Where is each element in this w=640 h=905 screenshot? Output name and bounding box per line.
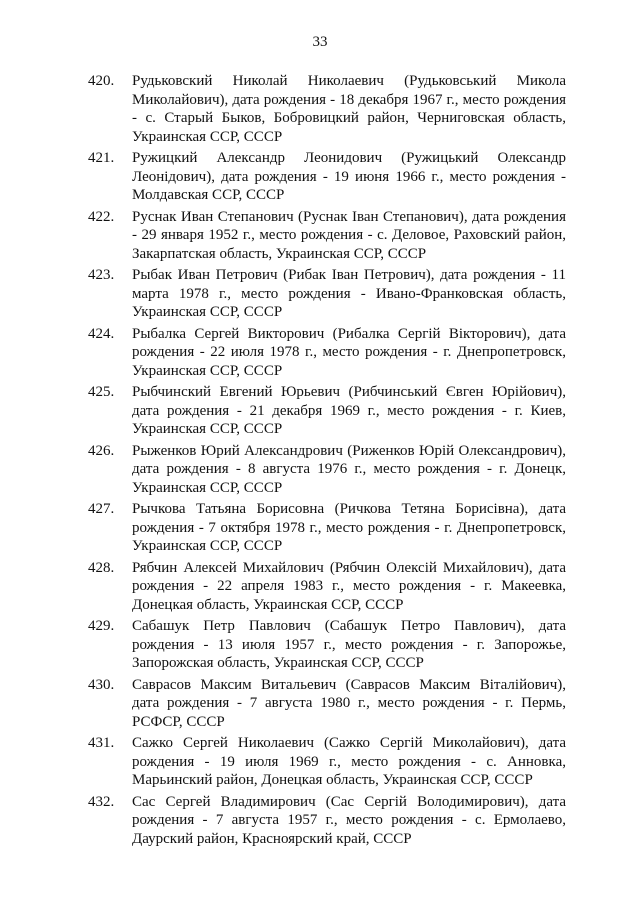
- entry-number: 420.: [88, 73, 115, 89]
- entry-text: Рябчин Алексей Михайлович (Рябчин Олексій Михайлович), дата рождения - 22 апреля 1983 г., место рождения - г. Макеевка, Донецкая область, Украинская ССР, СССР: [132, 559, 566, 613]
- list-item: [88, 617, 566, 673]
- entry-text: Рыбчинский Евгений Юрьевич (Рибчинський Євген Юрійович), дата рождения - 21 декабря 1969 г., место рождения - г. Киев, Украинская ССР, СССР: [132, 384, 566, 437]
- entry-text: Сабашук Петр Павлович (Сабашук Петро Павлович), дата рождения - 13 июля 1957 г., место рождения - г. Запорожье, Запорожская область, Украинская ССР, СССР: [132, 618, 566, 671]
- entry-number: 423.: [88, 267, 115, 283]
- entry-number: 421.: [88, 150, 115, 166]
- entry-list: [88, 72, 566, 851]
- list-item: [88, 208, 566, 264]
- entry-number: 432.: [88, 793, 115, 810]
- entry-number: 430.: [88, 676, 115, 693]
- entry-text: Рычкова Татьяна Борисовна (Ричкова Тетяна Борисівна), дата рождения - 7 октября 1978 г., место рождения - г. Днепропетровск, Украинская ССР, СССР: [132, 501, 566, 554]
- entry-number: 425.: [88, 384, 115, 400]
- list-item: [88, 72, 566, 146]
- list-item: [88, 442, 566, 498]
- list-item: [88, 149, 566, 205]
- list-item: [88, 676, 566, 732]
- entry-text: Рыженков Юрий Александрович (Риженков Юрій Олександрович), дата рождения - 8 августа 1976 г., место рождения - г. Донецк, Украинская ССР, СССР: [132, 442, 566, 496]
- entry-text: Ружицкий Александр Леонидович (Ружицький Олександр Леонідович), дата рождения - 19 июня 1966 г., место рождения - Молдавская ССР, СССР: [132, 150, 566, 203]
- entry-number: 424.: [88, 325, 115, 342]
- list-item: [88, 793, 566, 849]
- entry-number: 429.: [88, 618, 115, 634]
- entry-number: 426.: [88, 442, 115, 459]
- page-number: 33: [312, 34, 328, 50]
- entry-text: Сажко Сергей Николаевич (Сажко Сергій Миколайович), дата рождения - 19 июля 1969 г., место рождения - с. Анновка, Марьинский район, Донецкая область, Украинская ССР, СССР: [132, 735, 566, 788]
- entry-number: 427.: [88, 501, 115, 517]
- entry-text: Саврасов Максим Витальевич (Саврасов Максим Віталійович), дата рождения - 7 августа 1980 г., место рождения - г. Пермь, РСФСР, СССР: [132, 676, 566, 730]
- entry-text: Рыбак Иван Петрович (Рибак Іван Петрович), дата рождения - 11 марта 1978 г., место рождения - Ивано-Франковская область, Украинская ССР, СССР: [132, 267, 566, 320]
- entry-number: 422.: [88, 208, 115, 225]
- list-item: [88, 559, 566, 615]
- list-item: [88, 266, 566, 322]
- entry-number: 431.: [88, 735, 115, 751]
- list-item: [88, 325, 566, 381]
- entry-text: Рыбалка Сергей Викторович (Рибалка Сергій Вікторович), дата рождения - 22 июля 1978 г., место рождения - г. Днепропетровск, Украинская ССР, СССР: [132, 325, 566, 379]
- entry-text: Руснак Иван Степанович (Руснак Іван Степанович), дата рождения - 29 января 1952 г., место рождения - с. Деловое, Раховский район, Закарпатская область, Украинская ССР, СССР: [132, 208, 566, 262]
- entry-text: Сас Сергей Владимирович (Сас Сергій Володимирович), дата рождения - 7 августа 1957 г., место рождения - с. Ермолаево, Даурский район, Красноярский край, СССР: [132, 793, 566, 847]
- list-item: [88, 734, 566, 790]
- entry-text: Рудьковский Николай Николаевич (Рудьковський Микола Миколайович), дата рождения - 18 декабря 1967 г., место рождения - с. Старый Быков, Бобровицкий район, Черниговская область, Украинская ССР, СССР: [132, 73, 566, 145]
- list-item: [88, 383, 566, 439]
- entry-number: 428.: [88, 559, 115, 576]
- list-item: [88, 500, 566, 556]
